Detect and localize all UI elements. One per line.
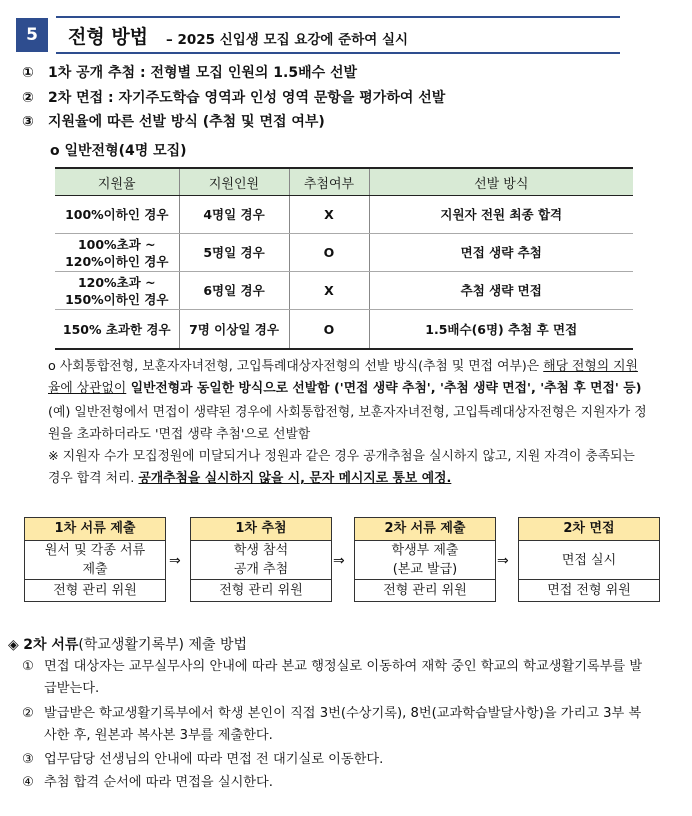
section-subtitle: – 2025 신입생 모집 요강에 준하여 실시 bbox=[166, 32, 409, 48]
note-example: (예) 일반전형에서 면접이 생략된 경우에 사회통합전형, 보훈자자녀전형, 고입특례대상자전형은 지원자가 정원을 초과하더라도 '면접 생략 추첨'으로 선발함 bbox=[48, 405, 647, 442]
applicants-cell: 4명일 경우 bbox=[179, 196, 289, 234]
flow-body-line: 원서 및 각종 서류 bbox=[44, 543, 146, 558]
rule-marker: ② bbox=[22, 90, 34, 106]
rate-line: 120%초과 ~ bbox=[77, 274, 156, 290]
flow-step-2 bbox=[190, 517, 332, 602]
rule-marker: ① bbox=[22, 65, 34, 81]
document-step bbox=[22, 772, 652, 794]
flow-body-line: 학생부 제출 bbox=[391, 543, 459, 558]
flow-step-1 bbox=[24, 517, 166, 602]
flow-step-title: 2차 면접 bbox=[519, 518, 659, 541]
flow-step-body bbox=[355, 541, 495, 579]
flow-step-body bbox=[191, 541, 331, 579]
document-step bbox=[22, 749, 652, 771]
note-bold-text: 일반전형과 동일한 방식으로 선발함 ('면접 생략 추첨', '추첨 생략 면접', '추첨 후 면접' 등) bbox=[126, 381, 642, 396]
method-cell: 1.5배수(6명) 추첨 후 면접 bbox=[369, 310, 633, 350]
flow-step-footer: 면접 전형 위원 bbox=[519, 579, 659, 601]
table-row bbox=[55, 234, 633, 272]
table-row bbox=[55, 196, 633, 234]
flow-step-title: 1차 추첨 bbox=[191, 518, 331, 541]
method-cell: 추첨 생략 면접 bbox=[369, 272, 633, 310]
flow-step-title: 2차 서류 제출 bbox=[355, 518, 495, 541]
step-text: 업무담당 선생님의 안내에 따라 면접 전 대기실로 이동한다. bbox=[44, 752, 384, 767]
step-marker: ② bbox=[22, 706, 34, 721]
flow-body-line: 제출 bbox=[82, 562, 108, 577]
method-cell: 지원자 전원 최종 합격 bbox=[369, 196, 633, 234]
applicants-cell: 7명 이상일 경우 bbox=[179, 310, 289, 350]
rule-text: 2차 면접 : 자기주도학습 영역과 인성 영역 문항을 평가하여 선발 bbox=[48, 90, 446, 106]
lottery-cell: X bbox=[289, 196, 369, 234]
flow-step-footer: 전형 관리 위원 bbox=[355, 579, 495, 601]
lottery-cell: O bbox=[289, 234, 369, 272]
step-text: 면접 대상자는 교무실무사의 안내에 따라 본교 행정실로 이동하여 재학 중인 학교의 학교생활기록부를 발급받는다. bbox=[44, 659, 643, 696]
note-text: o 사회통합전형, 보훈자자녀전형, 고입특례대상자전형의 선발 방식(추첨 및 면접 여부)은 bbox=[48, 359, 544, 374]
flow-body-line: 면접 실시 bbox=[561, 552, 617, 568]
rate-cell bbox=[55, 234, 179, 272]
selection-method-table bbox=[55, 167, 633, 350]
note-bold-underlined-text: 공개추첨을 실시하지 않을 시, 문자 메시지로 통보 예정. bbox=[138, 471, 452, 486]
table-row bbox=[55, 310, 633, 350]
flow-body-line: 학생 참석 bbox=[233, 543, 289, 558]
general-admission-title: o 일반전형(4명 모집) bbox=[50, 143, 187, 159]
note-remark bbox=[48, 446, 648, 490]
flow-step-footer: 전형 관리 위원 bbox=[25, 579, 165, 601]
header-line-bottom bbox=[56, 52, 620, 54]
section-number-badge: 5 bbox=[16, 18, 48, 52]
flow-step-title: 1차 서류 제출 bbox=[25, 518, 165, 541]
rate-cell bbox=[55, 272, 179, 310]
flow-step-4 bbox=[518, 517, 660, 602]
note-underlined-text: 해당 전형의 지원율에 상관없이 bbox=[48, 359, 638, 396]
lottery-cell: O bbox=[289, 310, 369, 350]
rate-line: 120%이하인 경우 bbox=[65, 253, 169, 269]
lottery-cell: X bbox=[289, 272, 369, 310]
rate-line: 150%이하인 경우 bbox=[65, 291, 169, 307]
rule-text: 지원율에 따른 선발 방식 (추첨 및 면접 여부) bbox=[48, 114, 325, 130]
applicants-cell: 5명일 경우 bbox=[179, 234, 289, 272]
documents-title-rest: (학교생활기록부) 제출 방법 bbox=[78, 637, 248, 653]
rule-text: 1차 공개 추첨 : 전형별 모집 인원의 1.5배수 선발 bbox=[48, 65, 358, 81]
rate-cell: 150% 초과한 경우 bbox=[55, 310, 179, 350]
table-header-row bbox=[55, 168, 633, 196]
arrow-icon: ⇒ bbox=[169, 553, 181, 569]
section-title: 전형 방법 bbox=[68, 26, 149, 48]
flow-step-body bbox=[25, 541, 165, 579]
note-special-admissions bbox=[48, 356, 648, 400]
rule-3 bbox=[22, 111, 325, 131]
step-marker: ① bbox=[22, 659, 34, 674]
rate-cell: 100%이하인 경우 bbox=[55, 196, 179, 234]
rule-2 bbox=[22, 87, 445, 107]
arrow-icon: ⇒ bbox=[497, 553, 509, 569]
document-step bbox=[22, 656, 652, 700]
step-marker: ③ bbox=[22, 752, 34, 767]
document-step bbox=[22, 703, 652, 747]
header-line-top bbox=[56, 16, 620, 18]
column-header: 지원율 bbox=[55, 168, 179, 196]
applicants-cell: 6명일 경우 bbox=[179, 272, 289, 310]
flow-body-line: (본교 발급) bbox=[392, 562, 458, 577]
step-text: 발급받은 학교생활기록부에서 학생 본인이 직접 3번(수상기록), 8번(교과학습발달사항)을 가리고 3부 복사한 후, 원본과 복사본 3부를 제출한다. bbox=[44, 706, 642, 743]
diamond-bullet-icon: ◈ bbox=[8, 637, 19, 653]
flow-step-3 bbox=[354, 517, 496, 602]
rule-marker: ③ bbox=[22, 114, 34, 130]
flow-step-body bbox=[519, 541, 659, 579]
arrow-icon: ⇒ bbox=[333, 553, 345, 569]
step-marker: ④ bbox=[22, 775, 34, 790]
documents-title-bold: 2차 서류 bbox=[23, 637, 79, 653]
method-cell: 면접 생략 추첨 bbox=[369, 234, 633, 272]
flow-body-line: 공개 추첨 bbox=[233, 562, 289, 577]
rule-1 bbox=[22, 62, 357, 82]
column-header: 선발 방식 bbox=[369, 168, 633, 196]
rate-line: 100%초과 ~ bbox=[77, 236, 156, 252]
column-header: 지원인원 bbox=[179, 168, 289, 196]
documents-section-title bbox=[8, 634, 247, 654]
table-row bbox=[55, 272, 633, 310]
note-text: ※ 지원자 수가 모집정원에 미달되거나 정원과 같은 경우 공개추첨을 실시하지 않고, 지원 자격이 충족되는 경우 합격 처리. bbox=[48, 449, 635, 486]
column-header: 추첨여부 bbox=[289, 168, 369, 196]
step-text: 추첨 합격 순서에 따라 면접을 실시한다. bbox=[44, 775, 273, 790]
flow-step-footer: 전형 관리 위원 bbox=[191, 579, 331, 601]
